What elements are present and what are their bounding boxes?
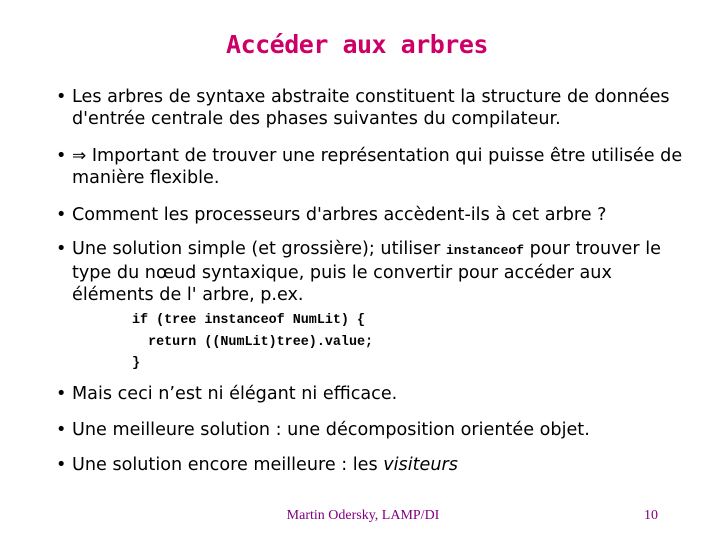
bullet-item	[56, 145, 696, 189]
bullet-text: Comment les processeurs d'arbres accèdent-ils à cet arbre ?	[72, 205, 607, 225]
bullet-list	[56, 86, 696, 476]
bullet-item	[56, 238, 696, 306]
bullet-text: pour trouver le type du nœud syntaxique, puis le convertir pour accéder aux éléments de l' arbre, p.ex.	[72, 239, 661, 305]
implies-arrow-icon: ⇒	[72, 146, 87, 166]
code-line: if (tree instanceof NumLit) {	[132, 313, 366, 328]
bullet-item	[56, 419, 696, 441]
bullet-text: Important de trouver une représentation qui puisse être utilisée de manière flexible.	[72, 146, 683, 188]
bullet-text: Une meilleure solution : une décomposition orientée objet.	[72, 419, 590, 440]
code-block-container	[56, 310, 696, 375]
bullet-text: Les arbres de syntaxe abstraite constituent la structure de données d'entrée centrale des phases suivantes du compilateur.	[72, 87, 670, 129]
bullet-item	[56, 86, 696, 130]
bullet-marker: •	[56, 87, 67, 107]
bullet-marker: •	[56, 205, 67, 225]
bullet-item	[56, 454, 696, 476]
footer-author: Martin Odersky, LAMP/DI	[286, 508, 440, 523]
bullet-marker: •	[56, 146, 67, 166]
bullet-text: Mais ceci n’est ni élégant ni efficace.	[72, 383, 398, 404]
emphasized-text: visiteurs	[383, 454, 458, 475]
page-number: 10	[644, 508, 658, 523]
bullet-text: Une solution simple (et grossière); utiliser	[72, 239, 446, 259]
bullet-marker: •	[56, 419, 67, 440]
inline-code: instanceof	[445, 243, 524, 258]
bullet-text: Une solution encore meilleure : les	[72, 454, 384, 475]
code-line: return ((NumLit)tree).value;	[132, 334, 374, 350]
bullet-item	[56, 383, 696, 405]
code-block	[132, 310, 696, 375]
bullet-marker: •	[56, 383, 67, 404]
slide-title: Accéder aux arbres	[226, 30, 488, 59]
code-line: }	[132, 356, 141, 371]
bullet-marker: •	[56, 239, 67, 259]
bullet-marker: •	[56, 454, 67, 475]
bullet-item	[56, 204, 696, 226]
